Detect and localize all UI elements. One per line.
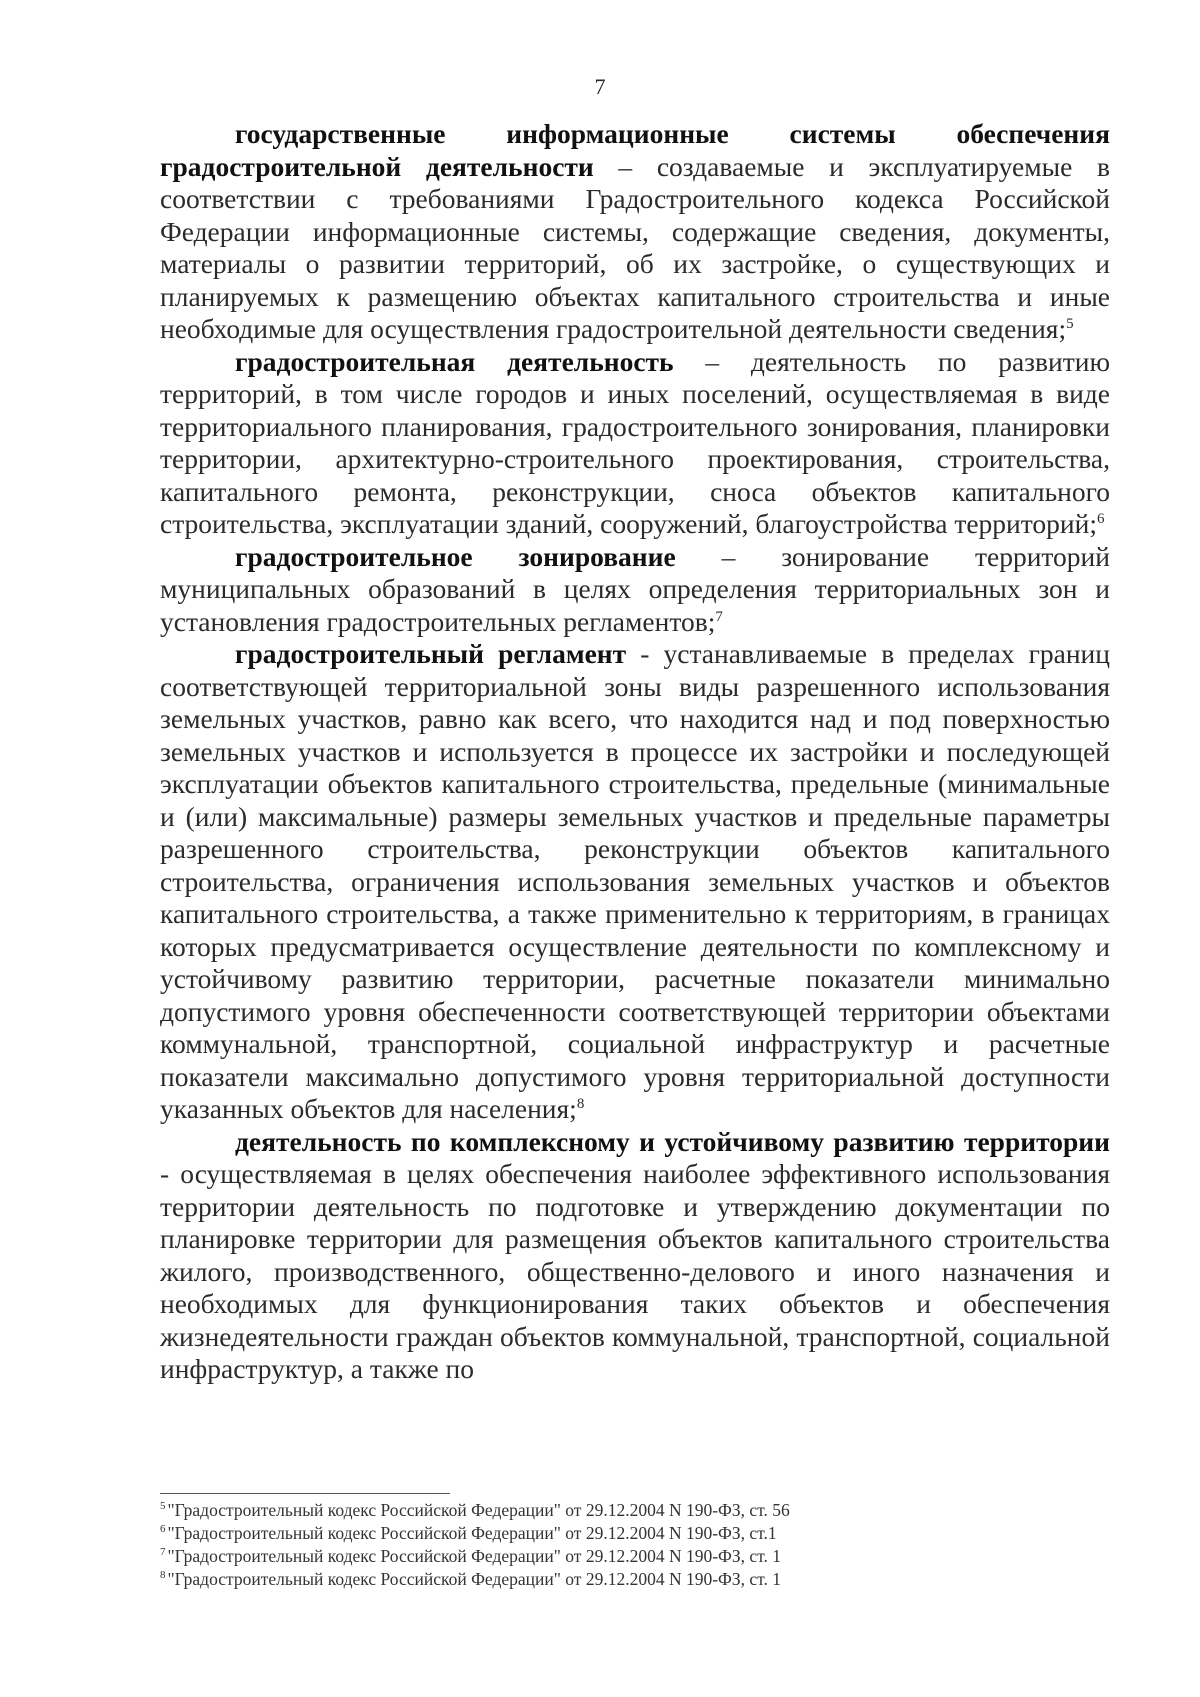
- footnote-number: 8: [160, 1569, 166, 1582]
- footnote-item: [160, 1545, 1060, 1568]
- footnote-item: [160, 1499, 1060, 1522]
- definition-term: деятельность по комплексному и устойчивому развитию территории: [235, 1125, 1110, 1157]
- footnote-text: "Градостроительный кодекс Российской Федерации" от 29.12.2004 N 190-ФЗ, ст.1: [167, 1523, 777, 1543]
- footnote-reference[interactable]: 6: [1097, 510, 1105, 527]
- page-number: 7: [594, 74, 606, 99]
- definition-text: - устанавливаемые в пределах границ соответствующей территориальной зоны виды разрешенного использования земельных участков, равно как всего, что находится над и под поверхностью земельных участков и используется в процессе их застройки и последующей эксплуатации объектов капитального строительства, предельные (минимальные и (или) максимальные) размеры земельных участков и предельные параметры разрешенного строительства, реконструкции объектов капитального строительства, ограничения использования земельных участков и объектов капитального строительства, а также применительно к территориям, в границах которых предусматривается осуществление деятельности по комплексному и устойчивому развитию территории, расчетные показатели минимально допустимого уровня обеспеченности соответствующей территории объектами коммунальной, транспортной, социальной инфраструктур и расчетные показатели максимально допустимого уровня территориальной доступности указанных объектов для населения;: [160, 638, 1110, 1124]
- footnote-reference[interactable]: 5: [1066, 315, 1074, 332]
- footnote-text: "Градостроительный кодекс Российской Федерации" от 29.12.2004 N 190-ФЗ, ст. 1: [167, 1546, 781, 1566]
- footnote-number: 5: [160, 1500, 166, 1513]
- footnote-item: [160, 1522, 1060, 1545]
- definition-paragraph: [160, 118, 1110, 346]
- definition-text: – деятельность по развитию территорий, в том числе городов и иных поселений, осуществляемая в виде территориального планирования, градостроительного зонирования, планировки территории, архитектурно-строительного проектирования, строительства, капитального ремонта, реконструкции, сноса объектов капитального строительства, эксплуатации зданий, сооружений, благоустройства территорий;: [160, 345, 1110, 539]
- footnote-text: "Градостроительный кодекс Российской Федерации" от 29.12.2004 N 190-ФЗ, ст. 56: [167, 1500, 790, 1520]
- footnote-reference[interactable]: 7: [715, 608, 723, 625]
- footnote-reference[interactable]: 8: [576, 1095, 585, 1112]
- definition-term: градостроительное зонирование: [235, 540, 676, 572]
- definition-paragraph: [160, 541, 1110, 639]
- definitions-body: [160, 118, 1110, 1386]
- definition-paragraph: [160, 346, 1110, 541]
- footnote-number: 7: [160, 1546, 166, 1559]
- definition-text: – создаваемые и эксплуатируемые в соответствии с требованиями Градостроительного кодекса Российской Федерации информационные системы, содержащие сведения, документы, материалы о развитии территорий, об их застройке, о существующих и планируемых к размещению объектах капитального строительства и иные необходимые для осуществления градостроительной деятельности сведения;: [160, 150, 1110, 344]
- definition-term: государственные информационные системы обеспечения градостроительной деятельности: [160, 118, 1110, 182]
- definition-paragraph: [160, 638, 1110, 1126]
- footnote-separator: [160, 1493, 450, 1494]
- footnote-text: "Градостроительный кодекс Российской Федерации" от 29.12.2004 N 190-ФЗ, ст. 1: [167, 1569, 781, 1589]
- footnotes: [160, 1499, 1060, 1591]
- footnote-item: [160, 1568, 1060, 1591]
- definition-text: - осуществляемая в целях обеспечения наиболее эффективного использования территории деятельность по подготовке и утверждению документации по планировке территории для размещения объектов капитального строительства жилого, производственного, общественно-делового и иного назначения и необходимых для функционирования таких объектов и обеспечения жизнедеятельности граждан объектов коммунальной, транспортной, социальной инфраструктур, а также по: [160, 1158, 1110, 1384]
- definition-paragraph: [160, 1126, 1110, 1386]
- definition-text: – зонирование территорий муниципальных образований в целях определения территориальных зон и установления градостроительных регламентов;: [160, 540, 1110, 637]
- definition-term: градостроительный регламент: [235, 638, 627, 669]
- definition-term: градостроительная деятельность: [235, 345, 674, 377]
- footnote-number: 6: [160, 1523, 166, 1536]
